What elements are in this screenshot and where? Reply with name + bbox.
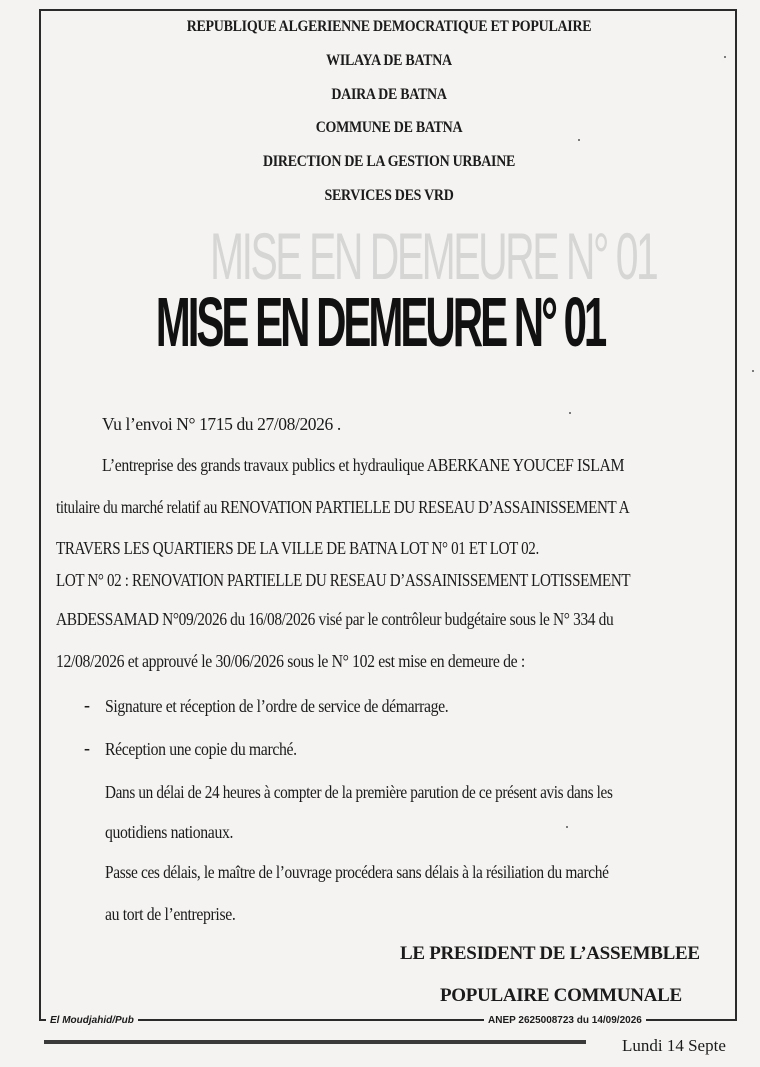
paragraph-1-line-1: L’entreprise des grands travaux publics et hydraulique ABERKANE YOUCEF ISLAM	[102, 455, 625, 475]
scan-speck	[569, 412, 571, 414]
bottom-rule	[44, 1040, 586, 1044]
header-daira: DAIRA DE BATNA	[331, 86, 447, 103]
header-republic: REPUBLIQUE ALGERIENNE DEMOCRATIQUE ET POPULAIRE	[186, 18, 592, 35]
bullet-dash: -	[84, 695, 90, 715]
paragraph-1-line-2: titulaire du marché relatif au RENOVATION PARTIELLE DU RESEAU D’ASSAINISSEMENT A	[56, 497, 630, 517]
scan-speck	[752, 370, 754, 372]
paragraph-1-line-4: LOT N° 02 : RENOVATION PARTIELLE DU RESEAU D’ASSAINISSEMENT LOTISSEMENT	[56, 570, 631, 590]
publisher-credit: El Moudjahid/Pub	[46, 1015, 138, 1026]
signature-title-line-2: POPULAIRE COMMUNALE	[440, 985, 682, 1006]
signature-title-line-1: LE PRESIDENT DE L’ASSEMBLEE	[400, 943, 700, 964]
scan-speck	[578, 139, 580, 141]
header-direction: DIRECTION DE LA GESTION URBAINE	[262, 153, 516, 170]
paragraph-1-line-3: TRAVERS LES QUARTIERS DE LA VILLE DE BATNA LOT N° 01 ET LOT 02.	[56, 538, 539, 558]
scan-speck	[566, 826, 568, 828]
paragraph-2-line-1: Dans un délai de 24 heures à compter de la première parution de ce présent avis dans les	[105, 782, 613, 802]
notice-title: MISE EN DEMEURE N° 01	[155, 283, 605, 361]
anep-reference: ANEP 2625008723 du 14/09/2026	[484, 1015, 646, 1026]
paragraph-1-line-6: 12/08/2026 et approuvé le 30/06/2026 sous le N° 102 est mise en demeure de :	[56, 651, 525, 671]
paragraph-1-line-5: ABDESSAMAD N°09/2026 du 16/08/2026 visé par le contrôleur budgétaire sous le N° 334 du	[56, 609, 614, 629]
bullet-item-2: Réception une copie du marché.	[105, 739, 297, 759]
reference-line: Vu l’envoi N° 1715 du 27/08/2026 .	[102, 414, 341, 434]
paragraph-3-line-1: Passe ces délais, le maître de l’ouvrage procédera sans délais à la résiliation du marché	[105, 862, 609, 882]
bullet-item-1: Signature et réception de l’ordre de service de démarrage.	[105, 696, 449, 716]
paragraph-3-line-2: au tort de l’entreprise.	[105, 904, 236, 924]
header-wilaya: WILAYA DE BATNA	[326, 52, 452, 69]
header-service: SERVICES DES VRD	[324, 187, 454, 204]
paragraph-2-line-2: quotidiens nationaux.	[105, 822, 234, 842]
bullet-dash: -	[84, 738, 90, 758]
page-dateline: Lundi 14 Septe	[622, 1036, 726, 1055]
header-commune: COMMUNE DE BATNA	[315, 119, 463, 136]
title-watermark: MISE EN DEMEURE N° 01	[210, 219, 657, 293]
scan-speck	[724, 56, 726, 58]
